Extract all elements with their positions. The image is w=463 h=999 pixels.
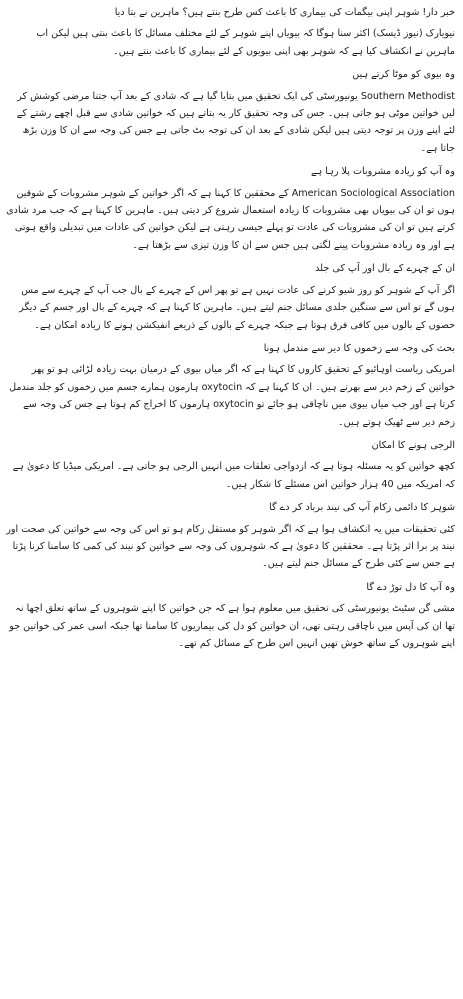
section-heading: وہ آپ کا دل توڑ دے گا bbox=[366, 581, 455, 593]
article-intro: نیویارک (نیوز ڈیسک) اکثر سنا ہوگا کہ بیویاں اپنے شوہر کے لئے مختلف مسائل کا باعث بنتی ہیں لیکن اب ماہرین نے انکشاف کیا ہے کہ شوہر بھی اپنی بیویوں کے لئے بیماری کا باعث بنتے ہیں۔ bbox=[36, 28, 455, 57]
section-body: Southern Methodist یونیورسٹی کی ایک تحقیق میں بتایا گیا ہے کہ شادی کے بعد آپ جتنا مرضی کوشش کر لیں خواتین موٹی ہو جاتی ہیں۔ جس کی وجہ تحقیق کار یہ بتاتے ہیں کہ خواتین شادی سے قبل اچھے رشتے کے لئے اپنے وزن پر توجہ دیتی ہیں لیکن شادی کے بعد ان کی توجہ بٹ جاتی ہے جس کی وجہ سے ان کا وزن بڑھ جاتا ہے۔ bbox=[16, 90, 455, 154]
section-body: کچھ خواتین کو یہ مسئلہ ہوتا ہے کہ ازدواجی تعلقات میں انہیں الرجی ہو جاتی ہے۔ امریکی میڈیا کا دعویٰ ہے کہ امریکہ میں 40 ہزار خواتین اس مسئلے کا شکار ہیں۔ bbox=[12, 461, 455, 490]
article-title: خبر دار! شوہر اپنی بیگمات کی بیماری کا باعث کس طرح بنتے ہیں؟ ماہرین نے بتا دیا bbox=[114, 7, 455, 18]
section-heading: شوہر کا دائمی زکام آپ کی نیند برباد کر دے گا bbox=[269, 502, 455, 514]
section-body: امریکی ریاست اوہائیو کے تحقیق کاروں کا کہنا ہے کہ اگر میاں بیوی کے درمیان بہت زیادہ لڑائی ہو تو پھر خواتین کے زخم دیر سے بھرتے ہیں۔ ان کا کہنا ہے کہ oxytocin ہارمون ہمارے جسم میں زخموں کو جلد مندمل کرتا ہے اور جب میاں بیوی میں ناچاقی ہو جائے تو oxytocin ہارمون کا اخراج کم ہوتا ہے جس کی وجہ سے زخم دیر سے ٹھیک ہوتے ہیں۔ bbox=[9, 364, 455, 428]
section-body: مشی گن سٹیٹ یونیورسٹی کی تحقیق میں معلوم ہوا ہے کہ جن خواتین کا اپنے شوہروں کے ساتھ تعلق اچھا نہ تھا ان کی آپس میں ناچاقی رہتی تھی، ان خواتین کو دل کی بیماریوں کا سامنا تھا جبکہ اسی عمر کی خواتین جو اپنے شوہروں کے ساتھ خوش تھیں انہیں اس طرح کے مسائل کم تھے۔ bbox=[9, 603, 455, 649]
section-heading: وہ آپ کو زیادہ مشروبات پلا رہا ہے bbox=[310, 166, 455, 178]
section-heading: بحث کی وجہ سے زخموں کا دیر سے مندمل ہونا bbox=[263, 342, 455, 354]
section-heading: ان کے چہرے کے بال اور آپ کی جلد bbox=[315, 263, 455, 275]
section-body: American Sociological Association کے محققین کا کہنا ہے کہ اگر خواتین کے شوہر مشروبات کے شوقین ہوں تو ان کی بیویاں بھی مشروبات کا زیادہ استعمال شروع کر دیتی ہیں۔ ماہرین کا کہنا ہے کہ جب مرد شادی کرتے ہیں تو ان کی مشروبات کی عادت تو پہلے جیسی رہتی ہے لیکن خواتین کی عادات میں تبدیلی واقع ہوتی ہے اور وہ زیادہ مشروبات پینے لگتی ہیں جس سے ان کا وزن تیزی سے بڑھتا ہے۔ bbox=[6, 187, 455, 251]
section-heading: وہ بیوی کو موٹا کرتے ہیں bbox=[352, 69, 455, 81]
section-body: اگر آپ کے شوہر کو روز شیو کرنے کی عادت نہیں ہے تو پھر اس کے چہرے کے بال جب آپ کے چہرے سے مس ہوں گے تو اس سے سنگین جلدی مسائل جنم لیتے ہیں۔ ماہرین کا کہنا ہے کہ چہرے کے بال اور جسم کے دیگر حصوں کے بالوں میں کافی فرق ہوتا ہے جبکہ چہرے کے بالوں کے ذریعے انفیکشن ہونے کا زیادہ امکان ہے۔ bbox=[19, 284, 455, 331]
section-body: کئی تحقیقات میں یہ انکشاف ہوا ہے کہ اگر شوہر کو مستقل زکام ہو تو اس کی وجہ سے خواتین کی صحت اور نیند پر برا اثر پڑتا ہے۔ محققین کا دعویٰ ہے کہ شوہروں کی وجہ سے خواتین کو نیند کی کمی کا سامنا کرنا پڑتا ہے جس سے کئی طرح کے مسائل جنم لیتے ہیں۔ bbox=[6, 523, 455, 570]
section-heading: الرجی ہونے کا امکان bbox=[371, 439, 455, 451]
